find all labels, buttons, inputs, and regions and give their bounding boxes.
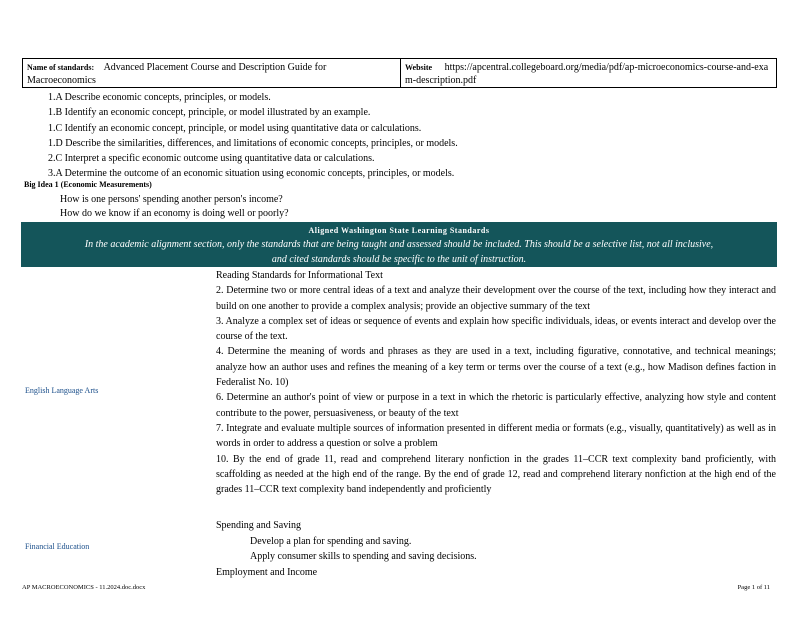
footer-doc-name: AP MACROECONOMICS - 11.2024.doc.docx [22,584,146,591]
list-item: 1.C Identify an economic concept, principle, or model using quantitative data or calculations. [48,122,422,134]
big-idea-heading: Big Idea 1 (Economic Measurements) [24,180,152,189]
ela-standard: 4. Determine the meaning of words and phrases as they are used in a text, including figurative, connotative, and technical meanings; analyze how an author uses and refines the meaning of a key term or terms over the course of a text (e.g., how Madison defines faction in Federalist No. 10) [216,346,776,389]
finance-standards [216,518,776,580]
list-item: 1.B Identify an economic concept, principle, or model illustrated by an example. [48,107,371,119]
standards-header-table [22,58,777,88]
ela-standard: 10. By the end of grade 11, read and comprehend literary nonfiction in the grades 11–CCR text complexity band proficiently, with scaffolding as needed at the high end of the range. By the end of grade 12, read and comprehend literary nonfiction at the high end of the grades 11–CCR text complexity band independently and proficiently [216,453,776,496]
website-cell [401,59,776,87]
subject-financial-education: Financial Education [25,542,90,551]
ela-standard: 3. Analyze a complex set of ideas or sequence of events and explain how specific individuals, ideas, or events interact and develop over the course of the text. [216,315,776,343]
essential-question: How is one persons' spending another person's income? [60,194,283,205]
website-link[interactable]: https://apcentral.collegeboard.org/media/pdf/ap-microeconomics-course-and-exam-description.pdf [405,62,769,86]
standards-name-cell [23,59,401,87]
list-item: 2.C Interpret a specific economic outcome using quantitative data or calculations. [48,153,375,165]
subject-ela: English Language Arts [25,386,99,395]
standards-name-label: Name of standards: [27,63,95,72]
list-item: 1.D Describe the similarities, differences, and limitations of economic concepts, principles, or models. [48,137,458,149]
standards-name-value: Advanced Placement Course and Description Guide for Macroeconomics [27,62,327,86]
alignment-note-line-2: and cited standards should be specific to the unit of instruction. [271,253,527,265]
alignment-banner [21,222,777,267]
footer-page-number: Page 1 of 11 [737,584,770,591]
list-item: 1.A Describe economic concepts, principles, or models. [48,92,271,103]
finance-heading: Spending and Saving [216,520,301,531]
ela-standard: 7. Integrate and evaluate multiple sources of information presented in different media or formats (e.g., visually, quantitatively) as well as in words in order to address a question or solve a problem [216,422,776,450]
skills-list [30,90,790,182]
ela-standard: 2. Determine two or more central ideas of a text and analyze their development over the course of the text, including how they interact and build on one another to provide a complex analysis; provide an objective summary of the text [216,285,776,312]
essential-question: How do we know if an economy is doing well or poorly? [60,208,289,219]
ela-heading: Reading Standards for Informational Text [216,270,383,281]
website-label: Website [405,63,433,72]
list-item: Apply consumer skills to spending and saving decisions. [250,551,477,562]
list-item: 3.A Determine the outcome of an economic situation using economic concepts, principles, or models. [48,168,455,180]
finance-next-heading: Employment and Income [216,566,318,578]
alignment-note-line-1: In the academic alignment section, only the standards that are being taught and assessed should be included. This should be a selective list, not all inclusive, [84,239,714,250]
list-item: Develop a plan for spending and saving. [250,535,412,547]
ela-standards [216,268,776,497]
ela-standard: 6. Determine an author's point of view or purpose in a text in which the rhetoric is particularly effective, analyzing how style and content contribute to the power, persuasiveness, or beauty of the text [216,392,776,419]
alignment-title: Aligned Washington State Learning Standards [308,226,490,235]
